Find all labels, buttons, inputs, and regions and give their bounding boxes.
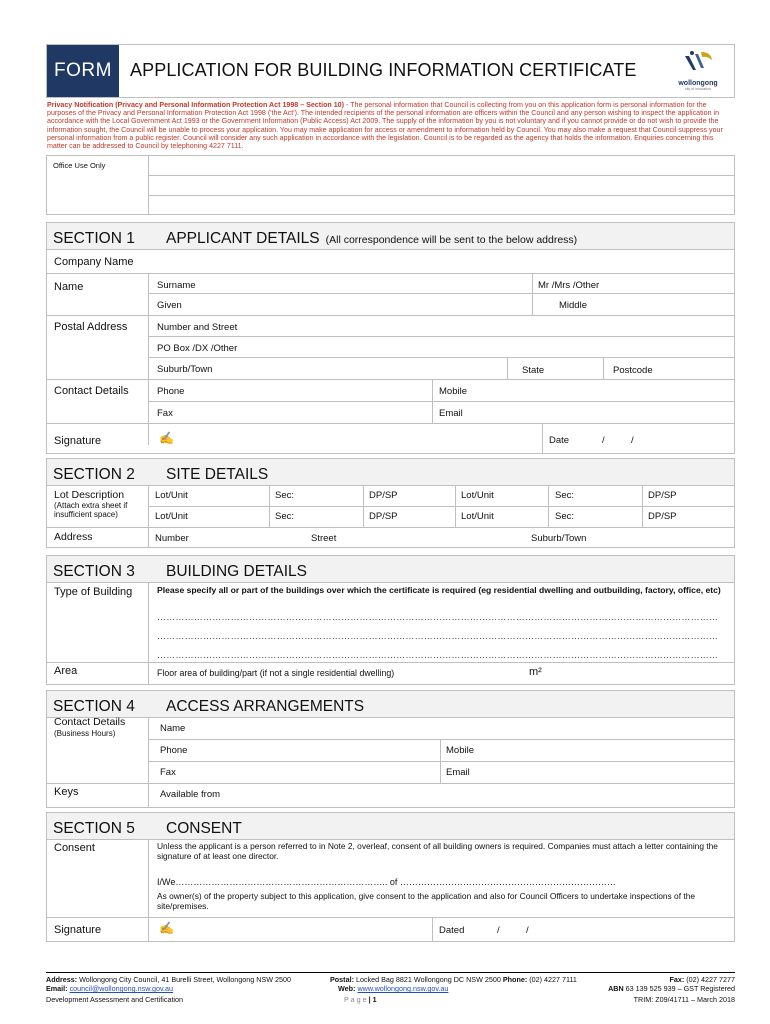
- area-unit: m²: [529, 666, 542, 678]
- section-site-details: [46, 458, 735, 548]
- lot-description-label: Lot Description: [54, 489, 125, 501]
- privacy-notification: [47, 101, 735, 150]
- dpsp-field[interactable]: DP/SP: [369, 490, 398, 501]
- privacy-body: - The personal information that Council is collecting from you on this application form is personal information for the purposes of the Privacy and Personal Information Protection Act 1998 ('the Act'). The intended recipients of the personal information are officers within the Council and any person wishing to inspect the application in accordance with the Local Government Act 1993 or the Government Information (Public Access) Act 2009. The supply of the information by you is not voluntary and if you cannot provide or do not wish to provide the information sought, the Council will be unable to process your application. You may make application for access or amendment to information held by Council. You may also make a request that Council suppress your personal information from a public register. Council will consider any such application in accordance with the legislation. Council is to be regarded as the agency that holds the information. Enquiries concerning this matter can be addressed to Council by telephoning 4227 7111.: [47, 101, 723, 151]
- section-building-details: [46, 555, 735, 685]
- footer-web: Web: www.wollongong.nsw.gov.au: [338, 984, 449, 993]
- site-street-field[interactable]: Street: [311, 533, 337, 544]
- sec-field[interactable]: Sec:: [555, 511, 575, 522]
- building-line-1[interactable]: …………………………………………………………………………………………………………………………………………………………………: [157, 612, 719, 622]
- fax-field[interactable]: Fax: [157, 408, 173, 419]
- lot-unit-field[interactable]: Lot/Unit: [155, 511, 188, 522]
- consent-signature-label: Signature: [54, 924, 102, 936]
- logo-tagline: city of innovation: [684, 87, 712, 91]
- given-name-field[interactable]: Given: [157, 300, 182, 311]
- footer-department: Development Assessment and Certification: [46, 995, 184, 1004]
- keys-available-field[interactable]: Available from: [160, 789, 221, 800]
- pen-icon[interactable]: ✍: [159, 431, 174, 445]
- company-name-label: Company Name: [54, 256, 134, 268]
- date-separator: /: [602, 435, 605, 446]
- section-3-number: SECTION 3: [53, 563, 135, 580]
- footer-postal: Postal: Locked Bag 8821 Wollongong DC NSW 2500 Phone: (02) 4227 7111: [330, 975, 577, 984]
- signature-label: Signature: [54, 435, 102, 447]
- dpsp-field[interactable]: DP/SP: [648, 511, 677, 522]
- type-of-building-label: Type of Building: [54, 586, 133, 598]
- postal-address-label: Postal Address: [54, 321, 128, 333]
- section-2-number: SECTION 2: [53, 466, 135, 483]
- form-tag: FORM: [47, 45, 119, 97]
- section-4-title: ACCESS ARRANGEMENTS: [166, 698, 365, 715]
- area-label: Area: [54, 665, 78, 677]
- surname-field[interactable]: Surname: [157, 280, 196, 291]
- section-1-title: APPLICANT DETAILS (All correspondence will be sent to the below address): [166, 230, 578, 247]
- page-number: P a g e | 1: [344, 995, 377, 1004]
- page-title: APPLICATION FOR BUILDING INFORMATION CERTIFICATE: [130, 60, 637, 80]
- postcode-field[interactable]: Postcode: [613, 365, 653, 376]
- section-5-number: SECTION 5: [53, 820, 135, 837]
- section-1-number: SECTION 1: [53, 230, 135, 247]
- contact-details-label: Contact Details: [54, 385, 129, 397]
- date-separator: /: [631, 435, 634, 446]
- date-separator: /: [526, 925, 529, 936]
- date-field[interactable]: Date: [549, 435, 570, 446]
- lot-unit-field[interactable]: Lot/Unit: [461, 511, 494, 522]
- name-label: Name: [54, 281, 84, 293]
- footer-fax: Fax: (02) 4227 7277: [669, 975, 735, 984]
- office-use-label: Office Use Only: [53, 161, 106, 170]
- section-access-arrangements: [46, 690, 735, 808]
- building-line-2[interactable]: …………………………………………………………………………………………………………………………………………………………………: [157, 631, 719, 641]
- building-line-3[interactable]: …………………………………………………………………………………………………………………………………………………………………: [157, 650, 719, 660]
- email-field[interactable]: Email: [439, 408, 463, 419]
- business-hours-note: (Business Hours): [54, 729, 116, 738]
- phone-field[interactable]: Phone: [157, 386, 185, 397]
- access-fax-field[interactable]: Fax: [160, 767, 176, 778]
- site-number-field[interactable]: Number: [155, 533, 189, 544]
- lot-note: (Attach extra sheet if insufficient space): [54, 501, 128, 519]
- consent-instruction: Unless the applicant is a person referred to in Note 2, overleaf, consent of all building owners is required. Companies must attach a letter containing the signature of at least one director.: [157, 841, 718, 861]
- sec-field[interactable]: Sec:: [275, 490, 295, 501]
- consent-iwe-line[interactable]: I/We…………………………………………………………….. of ………………………………………………………………: [157, 877, 616, 887]
- consent-label: Consent: [54, 842, 95, 854]
- sec-field[interactable]: Sec:: [555, 490, 575, 501]
- number-street-field[interactable]: Number and Street: [157, 322, 238, 333]
- section-2-title: SITE DETAILS: [166, 466, 269, 483]
- footer-email-link[interactable]: council@wollongong.nsw.gov.au: [69, 984, 174, 993]
- office-use-box: [46, 155, 735, 215]
- middle-name-field[interactable]: Middle: [559, 300, 587, 311]
- site-suburb-field[interactable]: Suburb/Town: [531, 533, 587, 544]
- keys-label: Keys: [54, 786, 79, 798]
- footer-abn: ABN 63 139 525 939 – GST Registered: [608, 984, 735, 993]
- footer-trim: TRIM: Z09/41711 – March 2018: [633, 995, 735, 1004]
- date-separator: /: [497, 925, 500, 936]
- lot-unit-field[interactable]: Lot/Unit: [461, 490, 494, 501]
- logo-name: wollongong: [678, 80, 718, 87]
- wollongong-logo-icon: [681, 50, 715, 74]
- access-mobile-field[interactable]: Mobile: [446, 745, 474, 756]
- section-1-note: (All correspondence will be sent to the below address): [325, 234, 578, 246]
- section-3-title: BUILDING DETAILS: [166, 563, 307, 580]
- section-applicant-details: [46, 222, 735, 454]
- privacy-heading: Privacy Notification (Privacy and Personal Information Protection Act 1998 – Section 10): [47, 101, 344, 109]
- dated-field[interactable]: Dated: [439, 925, 465, 936]
- po-box-field[interactable]: PO Box /DX /Other: [157, 343, 238, 354]
- address-label: Address: [54, 531, 93, 543]
- floor-area-field[interactable]: Floor area of building/part (if not a single residential dwelling): [157, 668, 395, 678]
- access-phone-field[interactable]: Phone: [160, 745, 188, 756]
- mobile-field[interactable]: Mobile: [439, 386, 467, 397]
- suburb-field[interactable]: Suburb/Town: [157, 364, 213, 375]
- access-contact-label: Contact Details: [54, 716, 126, 728]
- section-consent: [46, 812, 735, 942]
- consent-statement: As owner(s) of the property subject to this application, give consent to the application and also for Council Officers to undertake inspections of the site/premises.: [157, 891, 696, 911]
- lot-unit-field[interactable]: Lot/Unit: [155, 490, 188, 501]
- dpsp-field[interactable]: DP/SP: [648, 490, 677, 501]
- footer-email: Email: council@wollongong.nsw.gov.au: [46, 984, 174, 993]
- page-footer: [46, 972, 735, 1004]
- state-field[interactable]: State: [522, 365, 545, 376]
- title-field[interactable]: Mr /Mrs /Other: [538, 280, 600, 291]
- section-5-title: CONSENT: [166, 820, 242, 837]
- section-4-number: SECTION 4: [53, 698, 135, 715]
- footer-address: Address: Wollongong City Council, 41 Burelli Street, Wollongong NSW 2500: [46, 975, 292, 984]
- council-logo: [668, 50, 728, 92]
- pen-icon[interactable]: ✍: [159, 921, 174, 935]
- footer-web-link[interactable]: www.wollongong.nsw.gov.au: [357, 984, 449, 993]
- access-email-field[interactable]: Email: [446, 767, 470, 778]
- access-name-field[interactable]: Name: [160, 723, 186, 734]
- sec-field[interactable]: Sec:: [275, 511, 295, 522]
- dpsp-field[interactable]: DP/SP: [369, 511, 398, 522]
- building-instruction: Please specify all or part of the buildings over which the certificate is required (eg residential dwelling and outbuilding, factory, office, etc): [157, 585, 721, 595]
